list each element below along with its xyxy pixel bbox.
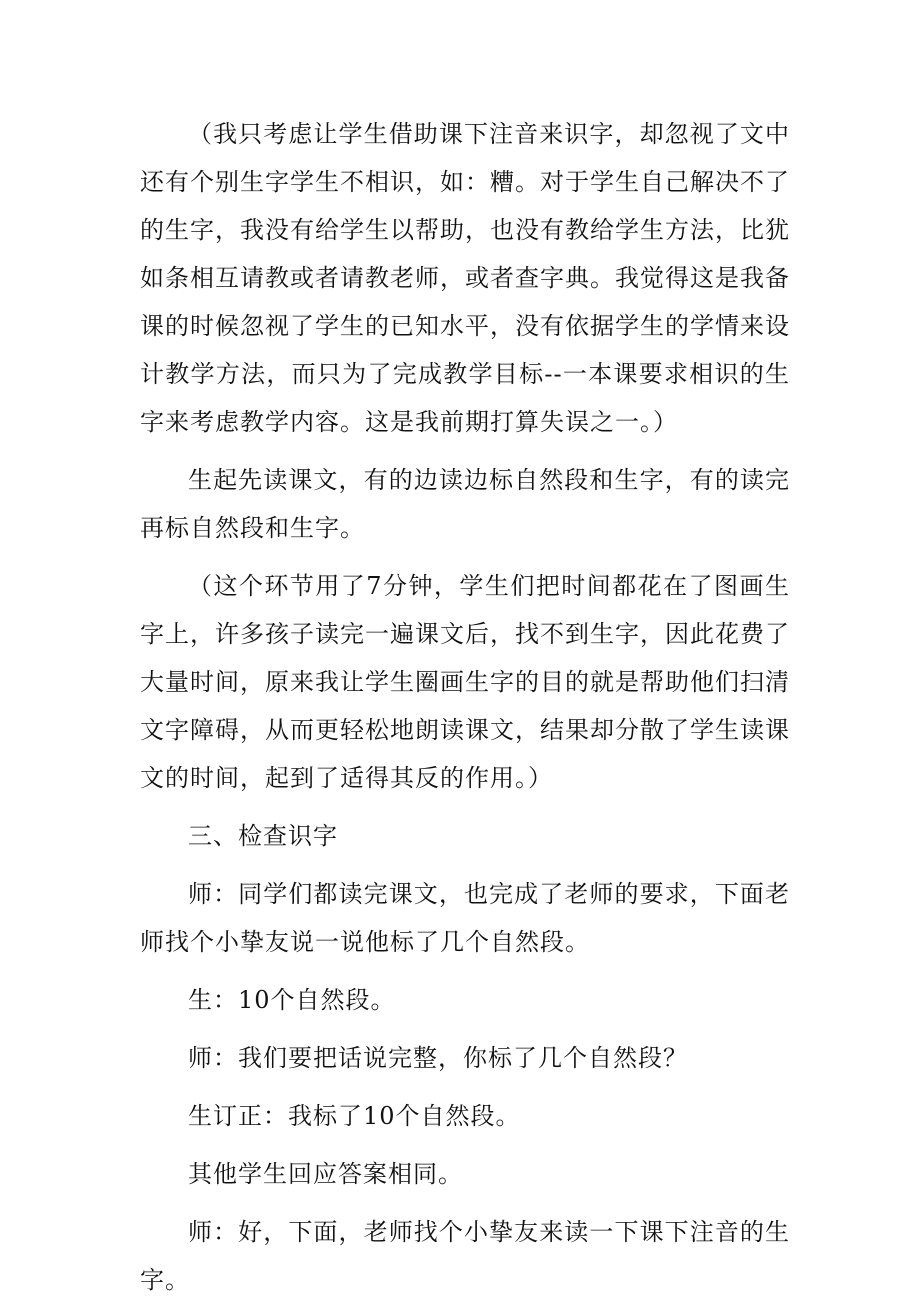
paragraph-teacher-1: 师：同学们都读完课文，也完成了老师的要求，下面老师找个小挚友说一说他标了几个自然段。 — [140, 880, 790, 956]
paragraph-reflection-2: （这个环节用了7分钟，学生们把时间都花在了图画生字上，许多孩子读完一遍课文后，找不到生字，因此花费了大量时间，原来我让学生圈画生字的目的就是帮助他们扫清文字障碍，从而更轻松地朗读课文，结果却分散了学生读课文的时间，起到了适得其反的作用。） — [140, 572, 790, 792]
document-body — [140, 110, 790, 1314]
paragraph-student-1: 生：10个自然段。 — [188, 986, 396, 1014]
section-heading: 三、检查识字 — [188, 822, 338, 850]
paragraph-student-reading: 生起先读课文，有的边读边标自然段和生字，有的读完再标自然段和生字。 — [140, 466, 790, 542]
paragraph-student-2: 生订正：我标了10个自然段。 — [188, 1102, 521, 1130]
paragraph-teacher-3: 师：好，下面，老师找个小挚友来读一下课下注音的生字。 — [140, 1218, 790, 1294]
paragraph-others: 其他学生回应答案相同。 — [188, 1160, 463, 1188]
paragraph-reflection-1: （我只考虑让学生借助课下注音来识字，却忽视了文中还有个别生字学生不相识，如：糟。对于学生自己解决不了的生字，我没有给学生以帮助，也没有教给学生方法，比犹如条相互请教或者请教老师，或者查字典。我觉得这是我备课的时候忽视了学生的已知水平，没有依据学生的学情来设计教学方法，而只为了完成教学目标--一本课要求相识的生字来考虑教学内容。这是我前期打算失误之一。） — [140, 120, 790, 436]
paragraph-teacher-2: 师：我们要把话说完整，你标了几个自然段？ — [188, 1044, 688, 1072]
